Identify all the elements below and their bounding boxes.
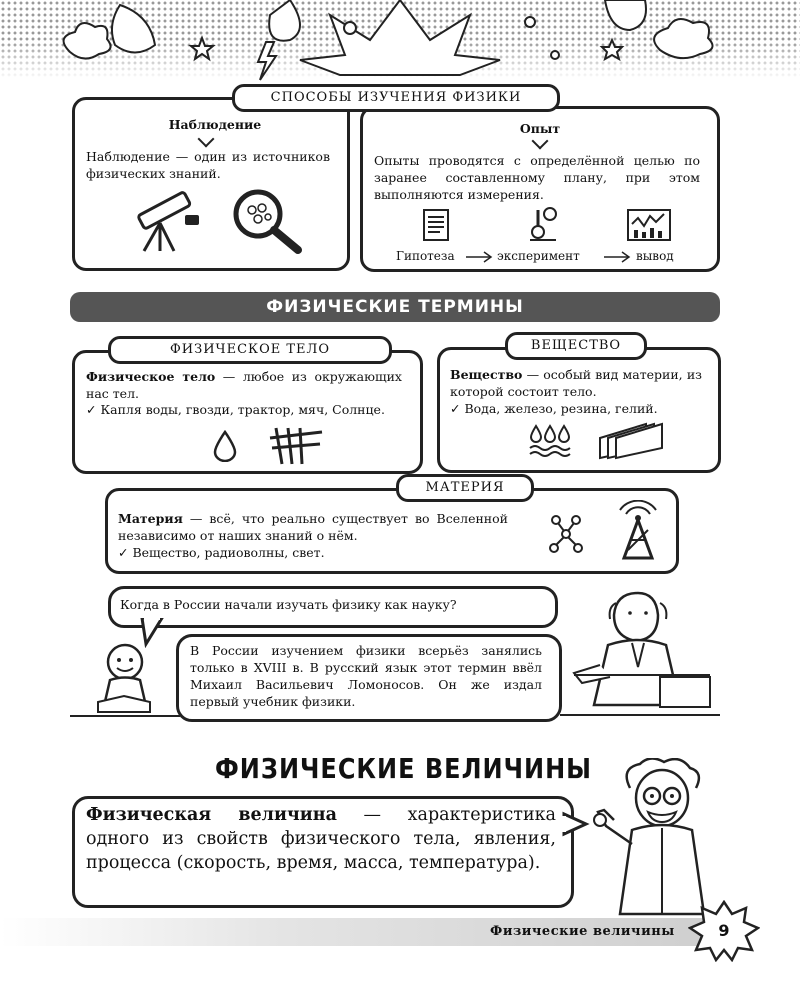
substance-term: Вещество [450, 367, 523, 382]
lightning-icon [258, 42, 276, 80]
radio-tower-icon [612, 500, 664, 560]
boy-reading-illustration [70, 640, 180, 720]
body-text [86, 368, 402, 402]
matter-text [118, 510, 508, 544]
top-decoration [0, 0, 800, 85]
quantities-term: Физическая величина [86, 805, 337, 825]
arrow-right-icon [466, 250, 494, 264]
arrow-right-icon-2 [604, 250, 632, 264]
matter-term: Материя [118, 511, 183, 526]
body-term: Физическое тело [86, 369, 216, 384]
blob-icon-2 [269, 0, 300, 41]
star-icon [191, 38, 213, 59]
blob-icon-3 [605, 0, 646, 30]
page-number: 9 [718, 921, 730, 940]
nails-icon [266, 424, 326, 466]
lab-flask-icon [526, 206, 560, 242]
matter-examples: ✓ Вещество, радиоволны, свет. [118, 545, 325, 560]
scientist-illustration [590, 758, 730, 918]
monitor-chart-icon [626, 208, 672, 242]
methods-title: СПОСОБЫ ИЗУЧЕНИЯ ФИЗИКИ [232, 84, 560, 112]
molecule-network-icon [548, 514, 584, 556]
blob-icon [112, 5, 155, 53]
cloud-icon-right [654, 19, 712, 58]
substance-text [450, 366, 702, 400]
quantities-title: ФИЗИЧЕСКИЕ ВЕЛИЧИНЫ [215, 752, 593, 786]
document-icon [420, 208, 456, 242]
experiment-text: Опыты проводятся с определённой целью по заранее составленному плану, при этом выполняются измерения. [374, 153, 700, 202]
body-definition: — любое из окружающих нас тел. [86, 369, 402, 401]
footer-section-title: Физические величины [490, 924, 675, 939]
water-drop-icon [212, 430, 238, 462]
bubble-tail-right [560, 810, 590, 840]
matter-definition: — всё, что реально существует во Вселенной независимо от наших знаний о нём. [118, 511, 508, 543]
substance-definition: — особый вид материи, из которой состоит тело. [450, 367, 702, 399]
magnifier-icon [230, 188, 310, 258]
question-text: Когда в России начали изучать физику как науку? [120, 597, 457, 612]
experiment-heading: Опыт [519, 121, 561, 136]
telescope-icon [130, 185, 210, 255]
metal-sheets-icon [596, 418, 668, 460]
flow-step-hypothesis: Гипотеза [396, 249, 455, 263]
flow-step-conclusion: вывод [636, 249, 674, 263]
body-label: ФИЗИЧЕСКОЕ ТЕЛО [108, 336, 392, 364]
burst-icon [300, 0, 500, 75]
substance-label: ВЕЩЕСТВО [505, 332, 647, 360]
matter-label: МАТЕРИЯ [396, 474, 534, 502]
body-examples: ✓ Капля воды, гвозди, трактор, мяч, Солнце. [86, 402, 385, 417]
cloud-icon [64, 23, 111, 59]
terms-banner: ФИЗИЧЕСКИЕ ТЕРМИНЫ [70, 292, 720, 322]
substance-examples: ✓ Вода, железо, резина, гелий. [450, 401, 658, 416]
flow-step-experiment: эксперимент [497, 249, 580, 263]
lomonosov-illustration [560, 585, 720, 720]
observation-text: Наблюдение — один из источников физических знаний. [86, 149, 330, 181]
quantities-definition: — характеристика одного из свойств физического тела, явления, процесса (скорость, время, масса, температура). [86, 805, 556, 873]
star-icon-2 [602, 40, 622, 59]
observation-heading: Наблюдение [168, 117, 262, 132]
water-waves-icon [528, 422, 572, 458]
answer-text: В России изучением физики всерьёз занялись только в XVIII в. В русский язык этот термин ввёл Михаил Васильевич Ломоносов. Он же издал первый учебник физики. [190, 643, 542, 709]
quantities-text [86, 803, 556, 875]
